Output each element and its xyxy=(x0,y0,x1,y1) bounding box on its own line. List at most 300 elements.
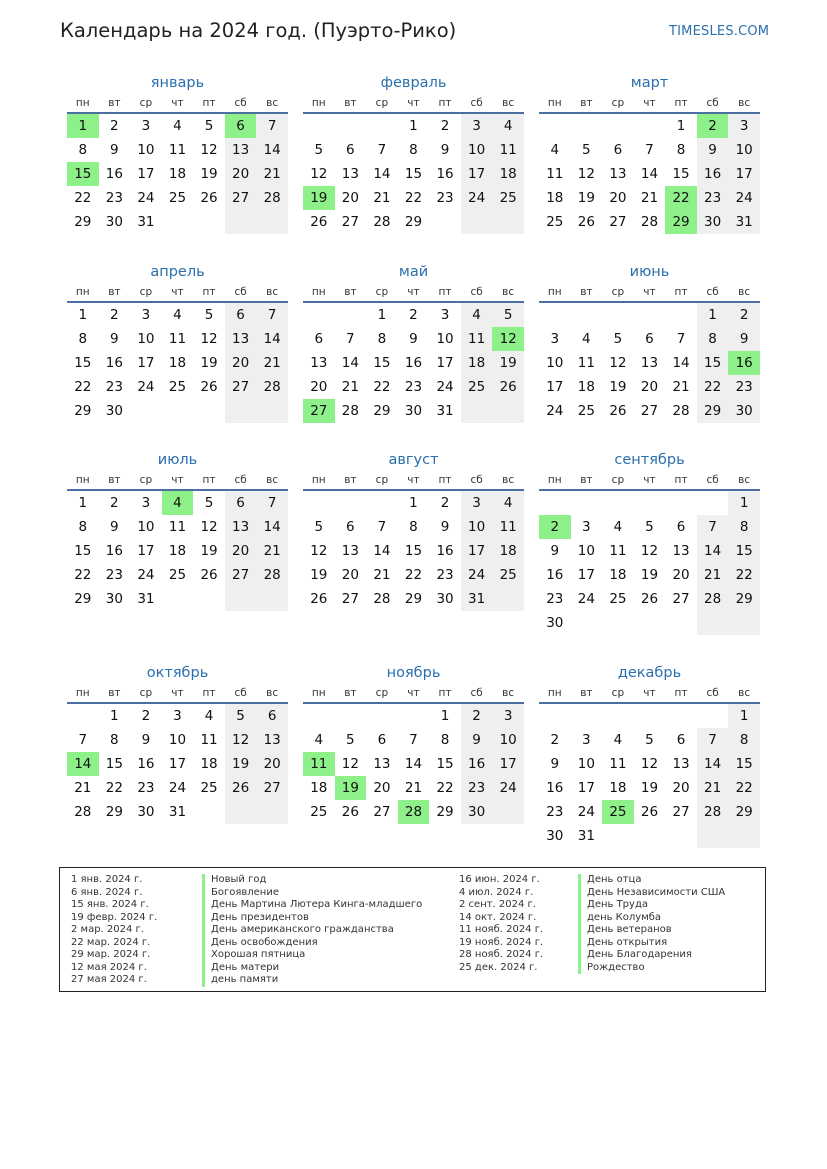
day-cell: 6 xyxy=(377,732,387,748)
day-cell: 6 xyxy=(346,142,355,158)
day-cell: 21 xyxy=(697,776,729,800)
legend-holiday-name: день памяти xyxy=(202,974,422,987)
weekday-label: пт xyxy=(674,687,688,699)
legend-holiday-name: день Колумба xyxy=(578,912,725,925)
empty-cell xyxy=(492,210,524,234)
weekday-label: сб xyxy=(470,474,483,486)
day-cell: 28 xyxy=(672,403,690,419)
day-cell: 14 xyxy=(697,752,729,776)
empty-cell xyxy=(461,399,493,423)
day-cell: 30 xyxy=(546,615,564,631)
day-cell: 5 xyxy=(314,142,324,158)
day-cell: 22 xyxy=(436,780,454,796)
day-grid xyxy=(539,303,760,423)
day-cell: 26 xyxy=(341,804,359,820)
day-cell: 29 xyxy=(728,800,760,824)
day-cell: 24 xyxy=(137,379,155,395)
weekday-label: вс xyxy=(266,474,279,486)
legend-holiday-name: День отца xyxy=(578,874,725,887)
weekday-header xyxy=(67,684,288,704)
day-cell: 24 xyxy=(461,563,493,587)
weekday-label: сб xyxy=(470,687,483,699)
empty-cell xyxy=(366,114,398,138)
day-cell: 31 xyxy=(436,403,454,419)
day-cell: 4 xyxy=(204,708,214,724)
day-cell: 28 xyxy=(256,563,288,587)
day-cell: 20 xyxy=(256,752,288,776)
weekday-label: пт xyxy=(674,97,688,109)
day-cell: 5 xyxy=(204,118,214,134)
day-cell: 12 xyxy=(609,355,627,371)
legend-date: 14 окт. 2024 г. xyxy=(459,911,537,923)
weekday-label: пн xyxy=(75,97,90,109)
day-cell: 2 xyxy=(141,708,151,724)
day-cell: 3 xyxy=(461,491,493,515)
holiday-day: 27 xyxy=(303,399,335,423)
day-cell: 13 xyxy=(225,327,257,351)
legend-date: 29 мар. 2024 г. xyxy=(71,949,151,960)
day-cell: 17 xyxy=(436,355,454,371)
empty-cell xyxy=(602,114,634,138)
day-cell: 12 xyxy=(200,142,218,158)
weekday-label: ср xyxy=(375,286,389,298)
weekday-label: вс xyxy=(738,474,751,486)
weekday-label: пт xyxy=(202,97,216,109)
day-cell: 7 xyxy=(78,732,88,748)
day-cell: 15 xyxy=(74,355,92,371)
weekday-label: вс xyxy=(266,687,279,699)
day-cell: 21 xyxy=(640,190,659,206)
day-cell: 4 xyxy=(613,519,623,535)
day-cell: 29 xyxy=(74,591,92,607)
day-cell: 1 xyxy=(377,307,387,323)
weekday-label: чт xyxy=(407,687,420,699)
weekday-label: ср xyxy=(611,687,625,699)
day-cell: 17 xyxy=(546,379,564,395)
empty-cell xyxy=(193,210,225,234)
empty-cell xyxy=(571,704,603,728)
day-cell: 29 xyxy=(697,399,729,423)
legend-date: 11 нояб. 2024 г. xyxy=(459,924,544,935)
day-cell: 19 xyxy=(310,567,328,583)
weekday-header xyxy=(67,94,288,114)
day-cell: 16 xyxy=(697,162,729,186)
day-cell: 7 xyxy=(697,515,729,539)
day-cell: 18 xyxy=(577,379,595,395)
day-cell: 8 xyxy=(676,142,686,158)
day-cell: 20 xyxy=(672,780,690,796)
day-cell: 29 xyxy=(404,591,423,607)
day-grid xyxy=(303,114,524,234)
month-10 xyxy=(67,662,288,824)
weekday-label: чт xyxy=(643,474,656,486)
month-11 xyxy=(303,662,524,824)
day-cell: 21 xyxy=(373,567,391,583)
day-cell: 24 xyxy=(137,190,155,206)
legend-date: 4 июл. 2024 г. xyxy=(459,886,534,898)
day-cell: 25 xyxy=(200,780,218,796)
day-cell: 23 xyxy=(697,186,729,210)
day-cell: 24 xyxy=(577,591,595,607)
day-cell: 25 xyxy=(609,591,627,607)
day-cell: 26 xyxy=(310,591,328,607)
empty-cell xyxy=(256,399,288,423)
month-4 xyxy=(67,261,288,423)
day-cell: 30 xyxy=(105,214,123,230)
empty-cell xyxy=(225,587,257,611)
day-cell: 16 xyxy=(546,567,564,583)
weekday-header xyxy=(303,684,524,704)
empty-cell xyxy=(665,611,697,635)
day-cell: 20 xyxy=(310,379,328,395)
weekday-header xyxy=(303,283,524,303)
legend-holiday-name: День американского гражданства xyxy=(202,924,422,937)
day-cell: 7 xyxy=(256,114,288,138)
day-cell: 13 xyxy=(310,355,328,371)
weekday-label: ср xyxy=(139,97,153,109)
empty-cell xyxy=(634,704,666,728)
day-cell: 20 xyxy=(225,351,257,375)
day-cell: 31 xyxy=(461,587,493,611)
empty-cell xyxy=(162,587,194,611)
day-cell: 1 xyxy=(676,118,686,134)
day-cell: 23 xyxy=(461,776,493,800)
day-cell: 27 xyxy=(256,776,288,800)
weekday-label: чт xyxy=(171,286,184,298)
month-name: август xyxy=(388,452,439,468)
day-cell: 13 xyxy=(672,543,690,559)
empty-cell xyxy=(571,611,603,635)
day-cell: 17 xyxy=(577,780,595,796)
page-title: Календарь на 2024 год. (Пуэрто-Рико) xyxy=(60,19,457,42)
weekday-label: пн xyxy=(75,474,90,486)
weekday-label: пт xyxy=(438,474,452,486)
empty-cell xyxy=(303,704,335,728)
day-cell: 14 xyxy=(256,515,288,539)
day-cell: 24 xyxy=(577,804,595,820)
day-cell: 5 xyxy=(346,732,355,748)
legend-date: 2 сент. 2024 г. xyxy=(459,899,536,910)
day-cell: 19 xyxy=(200,166,218,182)
day-cell: 14 xyxy=(672,355,690,371)
weekday-label: ср xyxy=(611,97,625,109)
weekday-label: вс xyxy=(502,474,515,486)
weekday-label: ср xyxy=(611,474,625,486)
day-cell: 6 xyxy=(314,331,324,347)
day-cell: 6 xyxy=(676,519,686,535)
day-cell: 14 xyxy=(404,756,423,772)
month-name: апрель xyxy=(150,264,205,280)
day-cell: 27 xyxy=(609,214,627,230)
weekday-label: пн xyxy=(75,286,90,298)
day-cell: 29 xyxy=(74,403,92,419)
day-cell: 15 xyxy=(74,543,92,559)
day-cell: 26 xyxy=(225,776,257,800)
day-cell: 16 xyxy=(105,166,123,182)
weekday-label: сб xyxy=(470,286,483,298)
day-cell: 25 xyxy=(168,567,187,583)
day-cell: 13 xyxy=(341,543,359,559)
empty-cell xyxy=(303,114,335,138)
day-cell: 26 xyxy=(200,567,218,583)
empty-cell xyxy=(539,491,571,515)
day-cell: 15 xyxy=(373,355,391,371)
weekday-label: ср xyxy=(139,286,153,298)
day-cell: 6 xyxy=(613,142,623,158)
day-cell: 18 xyxy=(492,162,524,186)
day-cell: 23 xyxy=(137,780,155,796)
day-cell: 16 xyxy=(137,756,155,772)
day-cell: 9 xyxy=(461,728,493,752)
day-cell: 30 xyxy=(436,591,454,607)
day-cell: 28 xyxy=(697,587,729,611)
day-cell: 7 xyxy=(697,728,729,752)
day-cell: 24 xyxy=(728,186,760,210)
empty-cell xyxy=(539,114,571,138)
day-cell: 13 xyxy=(341,166,359,182)
day-cell: 6 xyxy=(676,732,686,748)
day-cell: 15 xyxy=(697,351,729,375)
day-cell: 8 xyxy=(78,331,88,347)
day-cell: 23 xyxy=(105,190,123,206)
day-cell: 18 xyxy=(609,567,627,583)
day-cell: 30 xyxy=(728,399,760,423)
day-cell: 1 xyxy=(728,704,760,728)
day-cell: 8 xyxy=(409,519,418,535)
day-cell: 9 xyxy=(110,142,119,158)
day-cell: 24 xyxy=(546,403,564,419)
day-cell: 10 xyxy=(461,138,493,162)
empty-cell xyxy=(193,399,225,423)
day-cell: 2 xyxy=(110,118,119,134)
day-cell: 31 xyxy=(577,828,595,844)
weekday-label: чт xyxy=(171,97,184,109)
day-cell: 11 xyxy=(200,732,218,748)
day-cell: 21 xyxy=(341,379,359,395)
day-cell: 25 xyxy=(492,186,524,210)
day-cell: 28 xyxy=(74,804,92,820)
day-cell: 10 xyxy=(461,515,493,539)
empty-cell xyxy=(665,491,697,515)
month-name: март xyxy=(630,75,669,91)
weekday-label: сб xyxy=(234,97,247,109)
holiday-day: 2 xyxy=(697,114,729,138)
day-cell: 8 xyxy=(377,331,387,347)
day-cell: 16 xyxy=(436,166,454,182)
day-cell: 20 xyxy=(225,539,257,563)
holiday-day: 19 xyxy=(303,186,335,210)
day-grid xyxy=(539,491,760,635)
day-cell: 4 xyxy=(173,118,182,134)
day-cell: 11 xyxy=(577,355,595,371)
day-cell: 17 xyxy=(137,166,155,182)
day-cell: 3 xyxy=(582,519,591,535)
legend-date: 19 нояб. 2024 г. xyxy=(459,936,544,948)
day-cell: 23 xyxy=(546,591,564,607)
empty-cell xyxy=(366,491,398,515)
day-cell: 4 xyxy=(613,732,623,748)
empty-cell xyxy=(571,303,603,327)
day-cell: 4 xyxy=(550,142,560,158)
day-cell: 19 xyxy=(492,351,524,375)
day-cell: 9 xyxy=(110,331,119,347)
day-cell: 12 xyxy=(640,756,659,772)
legend-date: 19 февр. 2024 г. xyxy=(71,911,158,923)
day-cell: 30 xyxy=(137,804,155,820)
day-cell: 12 xyxy=(200,519,218,535)
day-cell: 27 xyxy=(640,403,659,419)
day-cell: 23 xyxy=(728,375,760,399)
day-cell: 14 xyxy=(256,327,288,351)
day-cell: 17 xyxy=(728,162,760,186)
day-cell: 23 xyxy=(105,567,123,583)
empty-cell xyxy=(665,824,697,848)
day-cell: 23 xyxy=(546,804,564,820)
holiday-day: 16 xyxy=(728,351,760,375)
day-cell: 25 xyxy=(310,804,328,820)
day-cell: 13 xyxy=(640,355,659,371)
day-cell: 26 xyxy=(577,214,595,230)
weekday-label: пт xyxy=(438,97,452,109)
empty-cell xyxy=(697,824,729,848)
day-cell: 18 xyxy=(168,355,187,371)
day-cell: 28 xyxy=(256,375,288,399)
month-5 xyxy=(303,261,524,423)
month-9 xyxy=(539,449,760,635)
day-cell: 15 xyxy=(404,166,423,182)
weekday-label: вт xyxy=(344,687,357,699)
day-cell: 7 xyxy=(377,142,387,158)
holiday-day: 19 xyxy=(335,776,367,800)
legend-holiday-name: Богоявление xyxy=(202,887,422,900)
day-cell: 6 xyxy=(645,331,654,347)
day-cell: 3 xyxy=(582,732,591,748)
day-cell: 25 xyxy=(168,190,187,206)
empty-cell xyxy=(303,491,335,515)
empty-cell xyxy=(193,587,225,611)
day-cell: 21 xyxy=(697,563,729,587)
day-cell: 26 xyxy=(200,379,218,395)
day-cell: 5 xyxy=(645,519,654,535)
day-cell: 3 xyxy=(173,708,182,724)
day-cell: 2 xyxy=(550,732,560,748)
weekday-label: вс xyxy=(266,286,279,298)
site-link[interactable]: TIMESLES.COM xyxy=(669,24,770,39)
holiday-day: 2 xyxy=(539,515,571,539)
legend-date: 27 мая 2024 г. xyxy=(71,974,147,985)
day-cell: 9 xyxy=(110,519,119,535)
day-cell: 12 xyxy=(577,166,595,182)
day-cell: 6 xyxy=(346,519,355,535)
day-cell: 10 xyxy=(137,331,155,347)
day-cell: 1 xyxy=(728,491,760,515)
weekday-label: пт xyxy=(202,474,216,486)
day-cell: 3 xyxy=(492,704,524,728)
empty-cell xyxy=(193,800,225,824)
weekday-label: ср xyxy=(375,687,389,699)
day-cell: 1 xyxy=(78,495,88,511)
day-cell: 13 xyxy=(373,756,391,772)
weekday-label: пт xyxy=(202,687,216,699)
day-cell: 15 xyxy=(728,752,760,776)
day-cell: 2 xyxy=(461,704,493,728)
day-cell: 19 xyxy=(577,190,595,206)
day-cell: 27 xyxy=(672,591,690,607)
day-cell: 6 xyxy=(225,303,257,327)
day-cell: 11 xyxy=(168,142,187,158)
weekday-label: пн xyxy=(311,687,326,699)
legend-holiday-name: День Мартина Лютера Кинга-младшего xyxy=(202,899,422,912)
weekday-label: сб xyxy=(706,474,719,486)
weekday-label: ср xyxy=(139,474,153,486)
weekday-label: сб xyxy=(706,286,719,298)
month-name: декабрь xyxy=(617,665,682,681)
day-cell: 11 xyxy=(461,327,493,351)
weekday-label: ср xyxy=(611,286,625,298)
day-cell: 1 xyxy=(440,708,450,724)
day-cell: 30 xyxy=(697,210,729,234)
empty-cell xyxy=(571,114,603,138)
day-cell: 2 xyxy=(440,118,450,134)
day-cell: 3 xyxy=(141,307,151,323)
holiday-day: 25 xyxy=(602,800,634,824)
month-name: февраль xyxy=(380,75,447,91)
day-cell: 19 xyxy=(609,379,627,395)
legend-date: 1 янв. 2024 г. xyxy=(71,874,143,885)
day-grid xyxy=(303,704,524,824)
weekday-label: чт xyxy=(643,97,656,109)
day-cell: 10 xyxy=(168,732,187,748)
empty-cell xyxy=(665,303,697,327)
legend-date: 2 мар. 2024 г. xyxy=(71,924,144,935)
day-cell: 6 xyxy=(256,704,288,728)
legend-holiday-name: День Труда xyxy=(578,899,725,912)
month-name: июль xyxy=(157,452,198,468)
empty-cell xyxy=(602,704,634,728)
day-cell: 10 xyxy=(137,142,155,158)
day-cell: 29 xyxy=(105,804,123,820)
empty-cell xyxy=(697,611,729,635)
holiday-day: 29 xyxy=(665,210,697,234)
day-cell: 4 xyxy=(492,114,524,138)
day-cell: 15 xyxy=(436,756,454,772)
weekday-label: чт xyxy=(171,687,184,699)
weekday-label: вс xyxy=(502,687,515,699)
day-cell: 28 xyxy=(373,591,391,607)
day-cell: 22 xyxy=(105,780,123,796)
day-cell: 28 xyxy=(640,214,659,230)
empty-cell xyxy=(492,399,524,423)
day-cell: 3 xyxy=(141,495,151,511)
weekday-header xyxy=(539,684,760,704)
month-name: сентябрь xyxy=(614,452,685,468)
day-cell: 1 xyxy=(409,495,418,511)
day-cell: 30 xyxy=(105,591,123,607)
weekday-label: вт xyxy=(344,474,357,486)
day-cell: 2 xyxy=(409,307,418,323)
day-cell: 24 xyxy=(168,780,187,796)
month-12 xyxy=(539,662,760,848)
day-cell: 19 xyxy=(225,752,257,776)
day-cell: 4 xyxy=(314,732,324,748)
weekday-label: пн xyxy=(547,286,562,298)
day-cell: 1 xyxy=(697,303,729,327)
empty-cell xyxy=(225,800,257,824)
weekday-label: чт xyxy=(407,286,420,298)
empty-cell xyxy=(602,824,634,848)
legend-holiday-name: Хорошая пятница xyxy=(202,949,422,962)
day-cell: 18 xyxy=(200,756,218,772)
